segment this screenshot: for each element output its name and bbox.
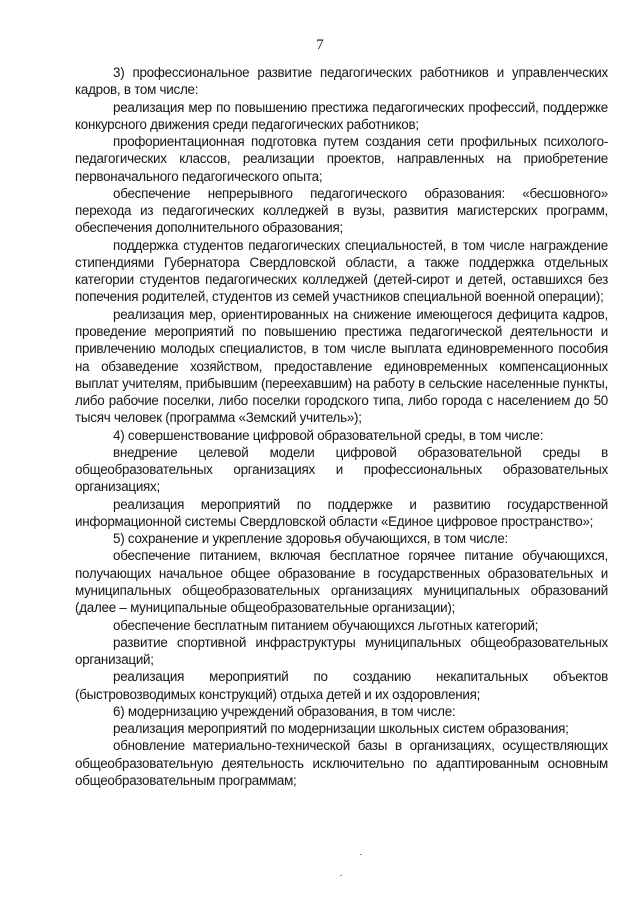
paragraph: поддержка студентов педагогических специальностей, в том числе награждение стипендиями Губернатора Свердловской области, а также поддержка отдельных категории студентов педагогических колледжей (детей-сирот и детей, оставшихся без попечения родителей, студентов из семей участников специальной военной операции); [75, 237, 608, 305]
paragraph: реализация мер по повышению престижа педагогических профессий, поддержке конкурсного движения среди педагогических работников; [75, 99, 608, 132]
page-number: 7 [316, 37, 324, 53]
paragraph: реализация мероприятий по поддержке и развитию государственной информационной системы Свердловской области «Единое цифровое пространство»; [75, 496, 608, 529]
scan-speck [360, 854, 362, 855]
paragraph: развитие спортивной инфраструктуры муниципальных общеобразовательных организаций; [75, 634, 608, 668]
paragraph: реализация мер, ориентированных на снижение имеющегося дефицита кадров, проведение мероприятий по повышению престижа педагогической деятельности и привлечению молодых специалистов, в том числе выплата единовременного пособия на обзаведение хозяйством, предоставление единовременных компенсационных выплат учителям, прибывшим (переехавшим) на работу в сельские населенные пункты, либо рабочие поселки, либо поселки городского типа, либо города с населением до 50 тысяч человек (программа «Земский учитель»); [75, 306, 608, 426]
paragraph-section-5-heading: 5) сохранение и укрепление здоровья обучающихся, в том числе: [113, 531, 508, 547]
paragraph: реализация мероприятий по модернизации школьных систем образования; [113, 721, 569, 737]
paragraph: обеспечение непрерывного педагогического образования: «бесшовного» перехода из педагогических колледжей в вузы, развития магистерских программ, обеспечения дополнительного образования; [75, 185, 608, 236]
paragraph: обеспечение бесплатным питанием обучающихся льготных категорий; [113, 617, 539, 633]
paragraph-section-4-heading: 4) совершенствование цифровой образовательной среды, в том числе: [113, 427, 544, 443]
paragraph: обеспечение питанием, включая бесплатное горячее питание обучающихся, получающих начальное общее образование в государственных образовательных и муниципальных общеобразовательных организациях муниципальных образований (далее – муниципальные общеобразовательные организации); [75, 548, 608, 616]
paragraph: реализация мероприятий по созданию некапитальных объектов (быстровозводимых конструкций) отдыха детей и их оздоровления; [75, 669, 608, 702]
paragraph-section-6-heading: 6) модернизацию учреждений образования, в том числе: [113, 703, 456, 719]
paragraph: внедрение целевой модели цифровой образовательной среды в общеобразовательных организациях и профессиональных образовательных организациях; [75, 444, 608, 495]
paragraph: профориентационная подготовка путем создания сети профильных психолого-педагогических классов, реализации проектов, направленных на приобретение первоначального педагогического опыта; [75, 134, 608, 184]
paragraph-section-3-heading: 3) профессиональное развитие педагогических работников и управленческих кадров, в том числе: [75, 65, 608, 98]
paragraph: обновление материально-технической базы в организациях, осуществляющих общеобразовательную деятельность исключительно по адаптированным основным общеобразовательным программам; [75, 738, 608, 788]
scan-speck [340, 875, 342, 876]
document-body [75, 64, 608, 789]
